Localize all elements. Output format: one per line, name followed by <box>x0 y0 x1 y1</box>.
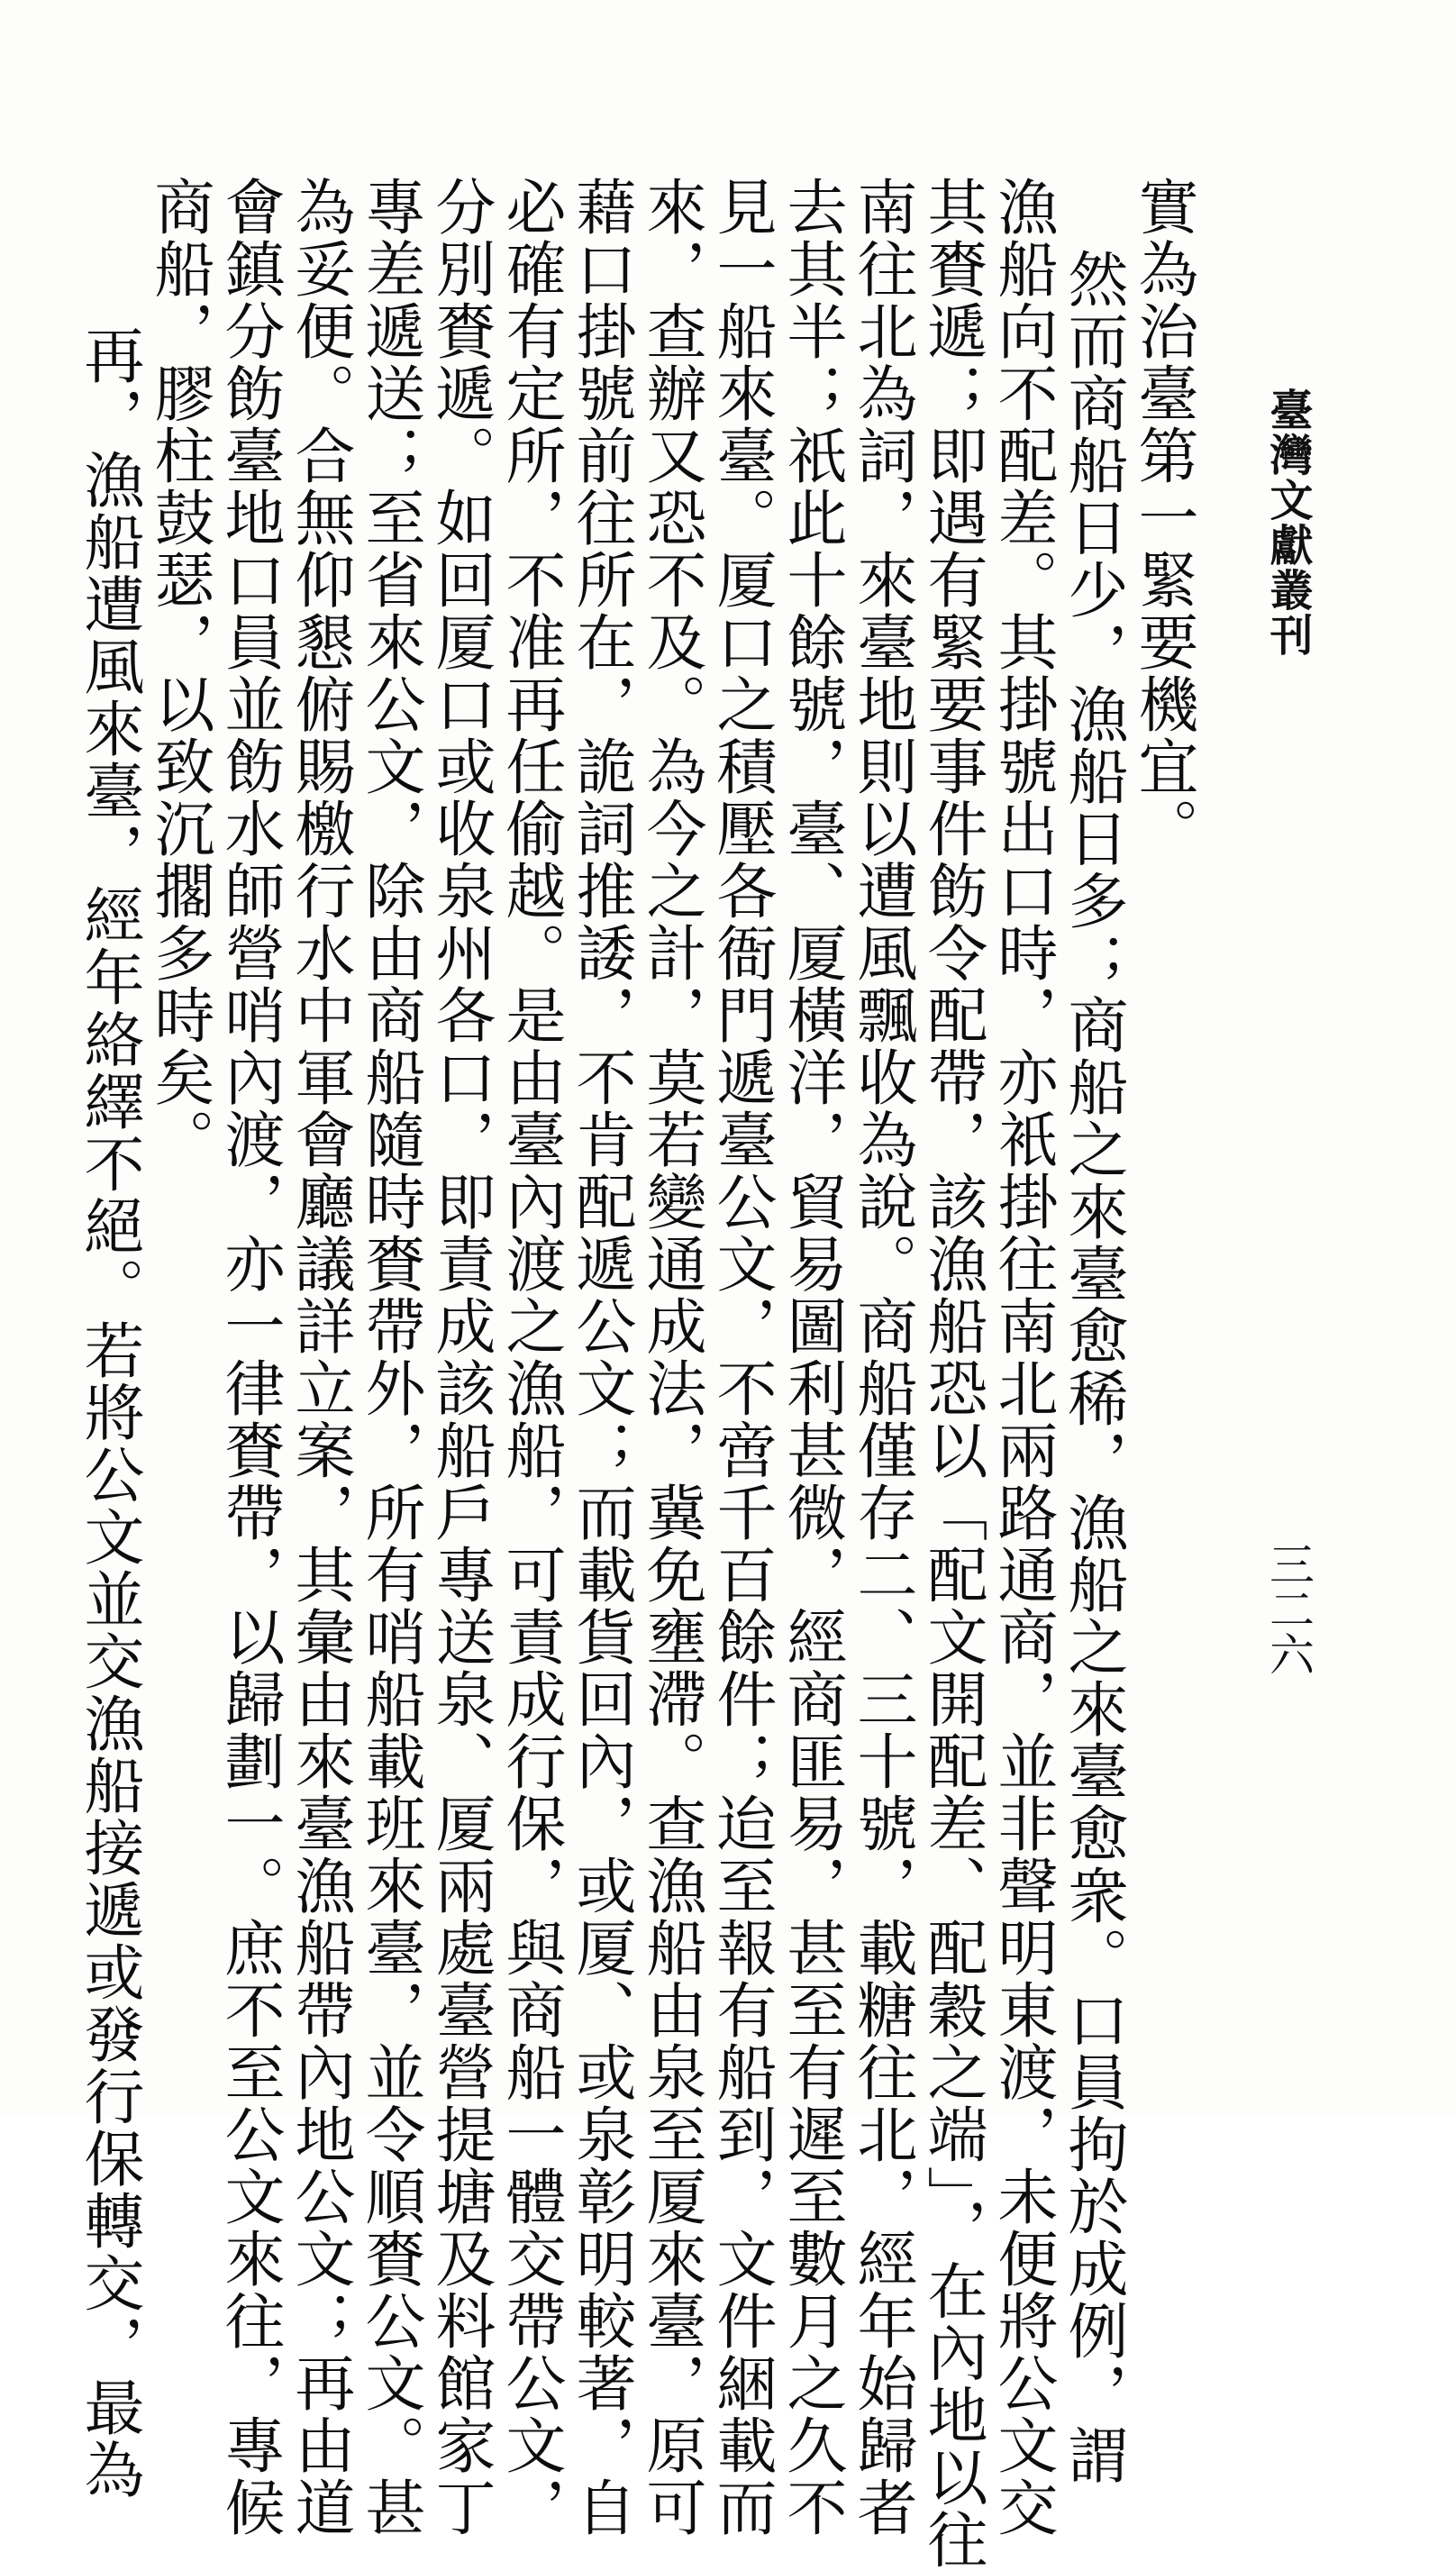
text-column: 藉口掛號前往所在，詭詞推諉，不肯配遞公文；而載貨回內，或厦、或泉彰明較著，自 <box>567 176 637 2539</box>
text-column: 然而商船日少，漁船日多；商船之來臺愈稀，漁船之來臺愈衆。口員拘於成例，謂 <box>1059 248 1129 2486</box>
text-column: 見一船來臺。厦口之積壓各衙門遞臺公文，不啻千百餘件；迨至報有船到，文件綑載而 <box>707 176 778 2539</box>
text-column: 來，查辦又恐不及。為今之計，莫若變通成法，冀免壅滯。查漁船由泉至厦來臺，原可 <box>637 176 707 2539</box>
text-column: 實為治臺第一緊要機宜。 <box>1129 176 1199 860</box>
text-column: 必確有定所，不准再任偷越。是由臺內渡之漁船，可責成行保，與商船一體交帶公文， <box>496 176 567 2539</box>
text-body <box>75 176 1199 2571</box>
text-column: 會鎮分飭臺地口員並飭水師營哨內渡，亦一律賚帶，以歸劃一。庶不至公文來往，專候 <box>215 176 286 2539</box>
text-column: 再，漁船遭風來臺，經年絡繹不絕。若將公文並交漁船接遞或發行保轉交，最為 <box>75 324 145 2501</box>
text-column: 專差遞送；至省來公文，除由商船隨時賚帶外，所有哨船載班來臺，並令順賚公文。甚 <box>356 176 426 2539</box>
text-column: 南往北為詞，來臺地則以遭風飄收為說。商船僅存二、三十號，載糖往北，經年始歸者 <box>848 176 918 2539</box>
running-header-title: 臺灣文獻叢刊 <box>1262 387 1313 658</box>
text-column: 漁船向不配差。其掛號出口時，亦衹掛往南北兩路通商，並非聲明東渡，未便將公文交 <box>988 176 1059 2539</box>
page-number: 三二六 <box>1262 1541 1315 1676</box>
text-column: 商船，膠柱鼓瑟，以致沉擱多時矣。 <box>145 176 215 1171</box>
text-column: 其賚遞；即遇有緊要事件飭令配帶，該漁船恐以「配文開配差、配穀之端」，在內地以往 <box>918 176 988 2571</box>
text-column: 為妥便。合無仰懇俯賜檄行水中軍會廳議詳立案，其彙由來臺漁船帶內地公文；再由道 <box>286 176 356 2539</box>
text-column: 去其半；祇此十餘號，臺、厦橫洋，貿易圖利甚微，經商匪易，甚至有遲至數月之久不 <box>778 176 848 2539</box>
text-column: 分別賚遞。如回厦口或收泉州各口，即責成該船戶專送泉、厦兩處臺營提塘及料館家丁 <box>426 176 496 2539</box>
